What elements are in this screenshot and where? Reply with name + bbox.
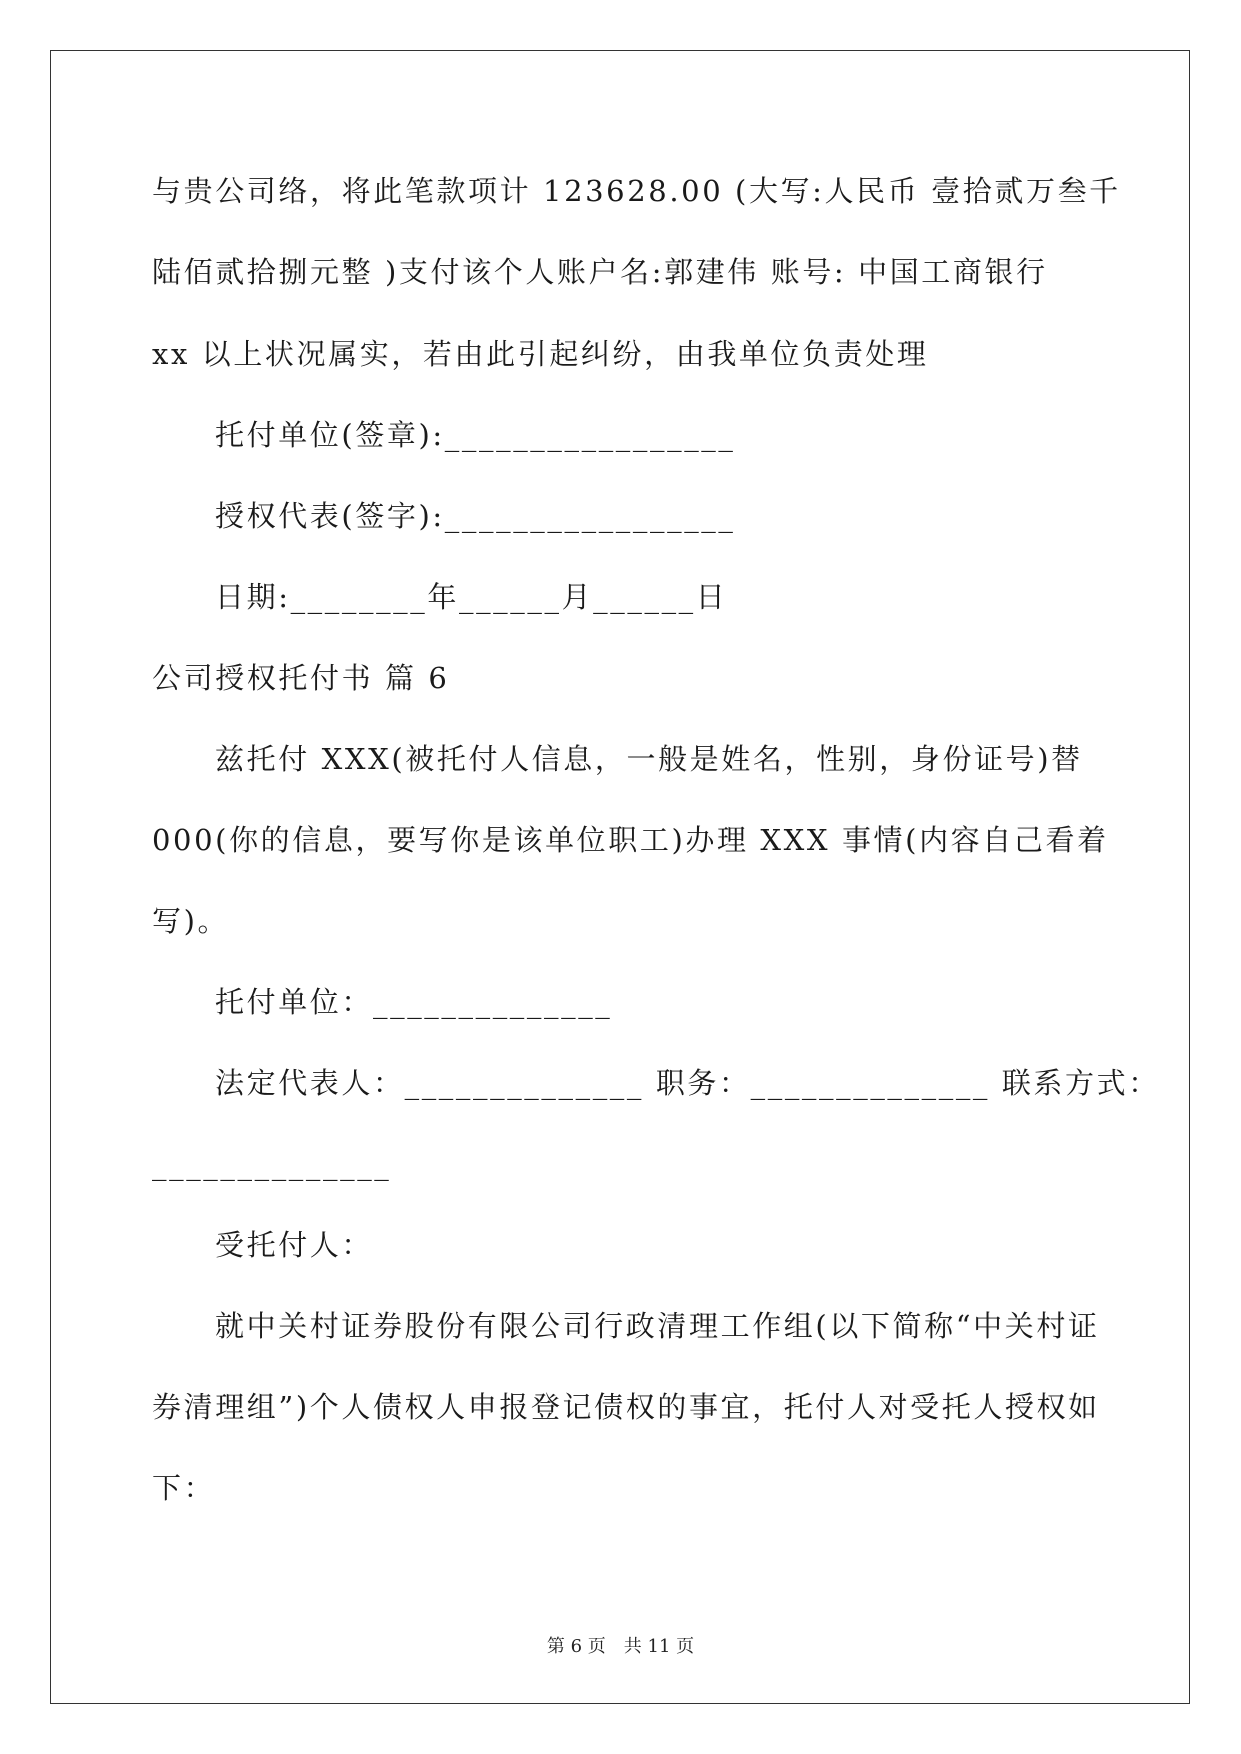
body-line: 就中关村证券股份有限公司行政清理工作组(以下简称“中关村证: [215, 1309, 1100, 1343]
section-heading: 公司授权托付书 篇 6: [152, 661, 450, 695]
field-line-unit: 托付单位：______________: [215, 985, 613, 1019]
signature-line-unit: 托付单位(签章):_________________: [215, 418, 736, 452]
body-line: 与贵公司络，将此笔款项计 123628.00 (大写:人民币 壹拾贰万叁千: [152, 174, 1121, 208]
body-line: 兹托付 XXX(被托付人信息，一般是姓名，性别，身份证号)替: [215, 742, 1083, 776]
field-line-legal-rep: 法定代表人：______________ 职务：______________ 联系方式：: [215, 1066, 1160, 1100]
date-line: 日期:________年______月______日: [215, 580, 728, 614]
body-line: xx 以上状况属实，若由此引起纠纷，由我单位负责处理: [152, 337, 929, 371]
signature-line-representative: 授权代表(签字):_________________: [215, 499, 736, 533]
body-line: 券清理组”)个人债权人申报登记债权的事宜，托付人对受托人授权如: [152, 1390, 1100, 1424]
body-line: 000(你的信息，要写你是该单位职工)办理 XXX 事情(内容自己看着: [152, 823, 1109, 857]
body-line: 下：: [152, 1471, 216, 1505]
body-line: 写)。: [152, 904, 230, 938]
page-footer: [0, 1632, 1241, 1658]
field-line-contact: ______________: [152, 1147, 392, 1181]
body-line: 陆佰贰拾捌元整 )支付该个人账户名:郭建伟 账号: 中国工商银行: [152, 255, 1048, 289]
page-number: 第 6 页: [546, 1636, 606, 1657]
page-border: [50, 50, 1190, 1704]
page-total: 共 11 页: [623, 1636, 695, 1657]
field-line-trustee: 受托付人：: [215, 1228, 374, 1262]
